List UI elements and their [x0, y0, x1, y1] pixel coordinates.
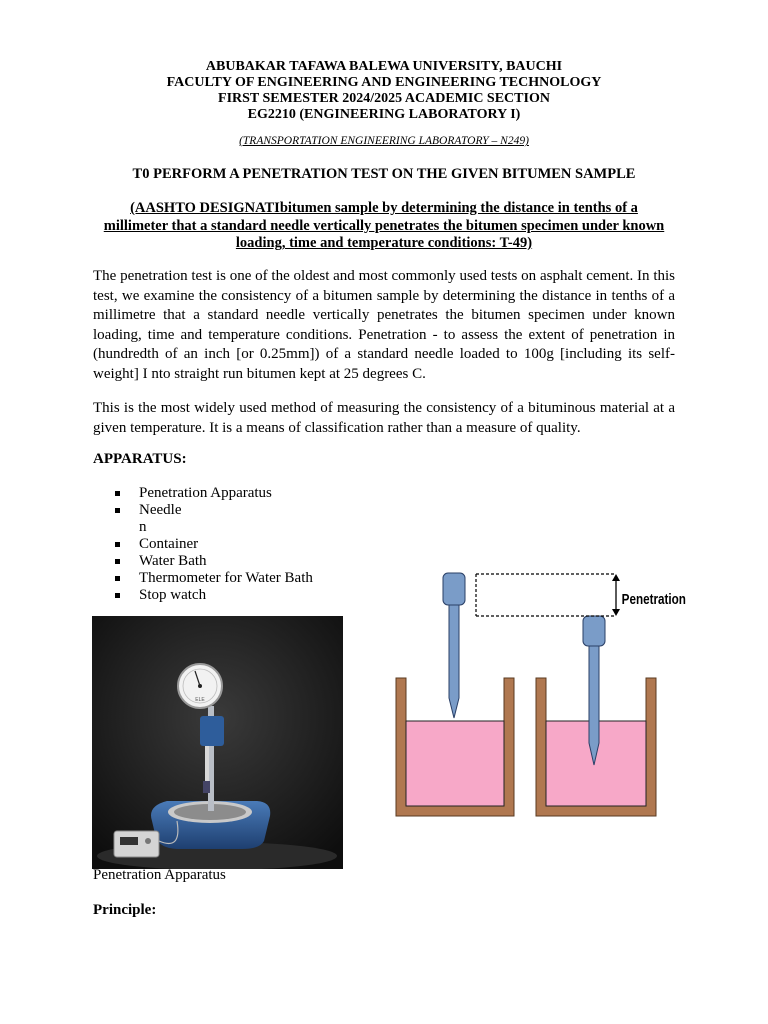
university-name: ABUBAKAR TAFAWA BALEWA UNIVERSITY, BAUCHI	[205, 59, 563, 74]
bullet-icon	[115, 559, 120, 564]
penetration-apparatus-photo	[92, 616, 343, 869]
principle-heading: Principle:	[93, 902, 157, 918]
list-item: Penetration Apparatus	[93, 485, 313, 502]
penetration-label: Penetration	[621, 590, 686, 608]
bullet-icon	[115, 593, 120, 598]
bullet-icon	[115, 576, 120, 581]
penetration-diagram	[390, 568, 690, 818]
course-line: EG2210 (ENGINEERING LABORATORY I)	[247, 107, 521, 122]
list-item: Water Bath	[93, 553, 313, 570]
usage-paragraph: This is the most widely used method of measuring the consistency of a bituminous material at a given temperature. It is a means of classification rather than a measure of quality.	[93, 400, 675, 436]
experiment-title: T0 PERFORM A PENETRATION TEST ON THE GIVEN BITUMEN SAMPLE	[132, 166, 636, 182]
aashto-designation: (AASHTO DESIGNATIbitumen sample by determining the distance in tenths of a millimeter that a standard needle vertically penetrates the bitumen specimen under known loading, time and temperature conditions: T-49)	[103, 200, 665, 251]
list-item: Thermometer for Water Bath	[93, 570, 313, 587]
list-item: Container	[93, 536, 313, 553]
photo-caption: Penetration Apparatus	[93, 867, 226, 883]
lab-name: (TRANSPORTATION ENGINEERING LABORATORY – N249)	[239, 135, 529, 147]
apparatus-heading: APPARATUS:	[93, 451, 187, 467]
bullet-icon	[115, 542, 120, 547]
faculty-name: FACULTY OF ENGINEERING AND ENGINEERING TECHNOLOGY	[166, 75, 602, 90]
semester-line: FIRST SEMESTER 2024/2025 ACADEMIC SECTION	[218, 91, 550, 106]
document-header	[0, 59, 768, 123]
intro-paragraph: The penetration test is one of the oldest and most commonly used tests on asphalt cement. In this test, we examine the consistency of a bitumen sample by determining the distance in tenths of a millimetre that a standard needle vertically penetrates the bitumen specimen under known loading, time and temperature conditions. Penetration - to assess the extent of penetration in (hundredth of an inch [or 0.25mm]) of a standard needle loaded to 100g [including its self-weight] I nto straight run bitumen kept at 25 degrees C.	[93, 268, 675, 382]
stray-character: n	[139, 519, 147, 535]
list-item: Needle	[93, 502, 313, 519]
bullet-icon	[115, 491, 120, 496]
list-item: Stop watch	[93, 587, 313, 604]
dial-brand-label: ELE	[195, 697, 205, 703]
apparatus-list	[93, 485, 313, 604]
bullet-icon	[115, 508, 120, 513]
